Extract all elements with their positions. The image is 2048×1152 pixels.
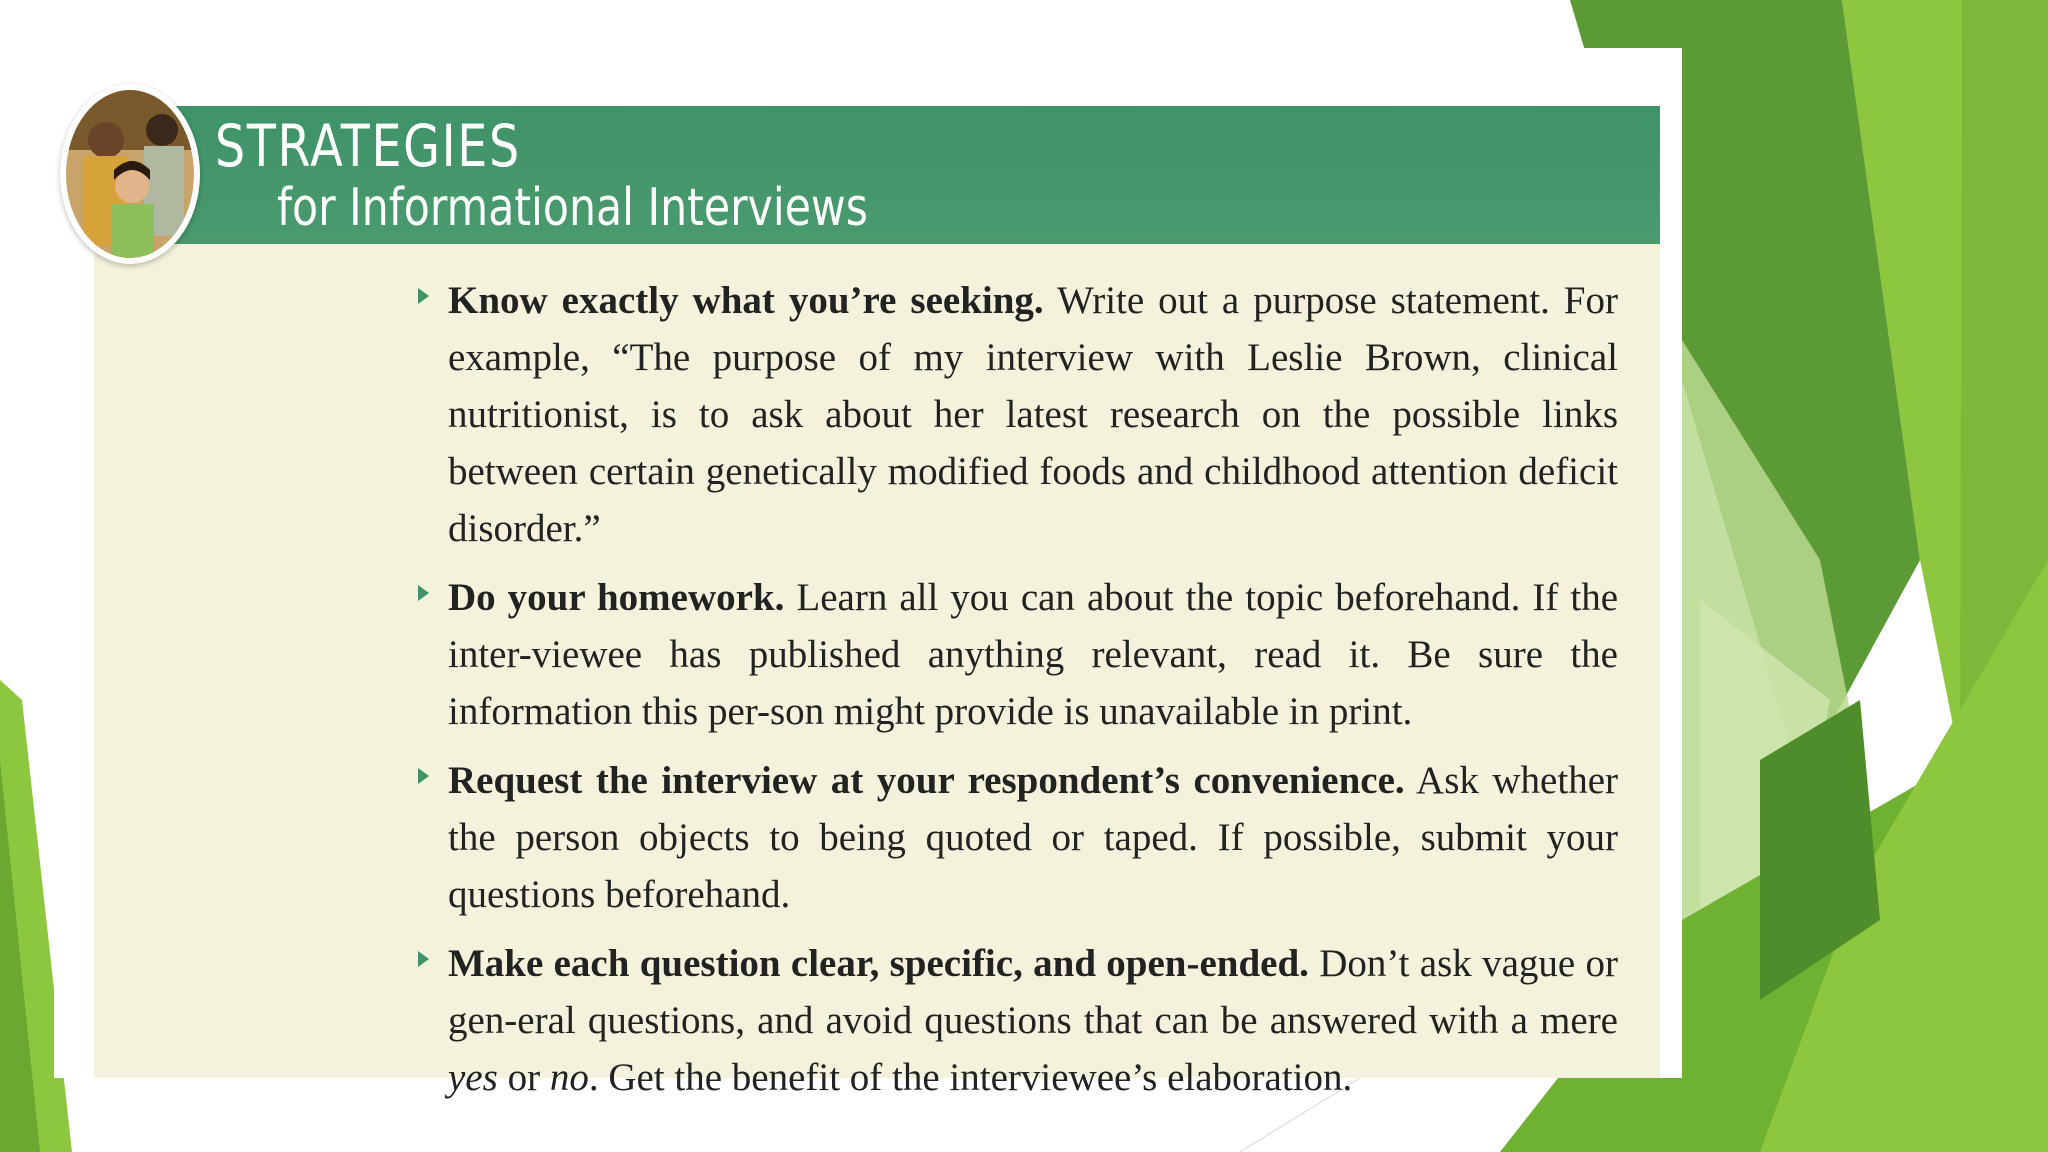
list-item [418, 272, 1618, 557]
list-item [418, 569, 1618, 740]
list-item [418, 752, 1618, 923]
bullet-heading: Request the interview at your respondent’s convenience. [448, 759, 1405, 802]
bullet-text: Learn all you can about the topic beforehand. If the inter-viewee has published anything relevant, read it. Be sure the information this per-son might provide is unavailable in print. [448, 576, 1619, 733]
bullet-heading: Do your homework. [448, 576, 785, 619]
header-title: STRATEGIES [215, 112, 521, 180]
bullet-arrow-icon [418, 768, 429, 784]
bullet-heading: Know exactly what you’re seeking. [448, 279, 1044, 322]
bullet-text-or: or [507, 1056, 541, 1099]
bullet-text: Ask whether the person objects to being quoted or taped. If possible, submit your questions beforehand. [448, 759, 1618, 916]
bullet-arrow-icon [418, 288, 429, 304]
bullet-text: Don’t ask vague or gen-eral questions, and avoid questions that can be answered with a mere [448, 942, 1618, 1042]
strategy-list [418, 272, 1618, 1118]
list-item [418, 935, 1618, 1106]
bullet-arrow-icon [418, 951, 429, 967]
bullet-heading: Make each question clear, specific, and open-ended. [448, 942, 1309, 985]
bullet-text-yes: yes [448, 1056, 498, 1099]
bullet-text-end: . Get the benefit of the interviewee’s elaboration. [588, 1056, 1353, 1099]
header-subtitle: for Informational Interviews [277, 178, 869, 238]
bullet-text: Write out a purpose statement. For example, “The purpose of my interview with Leslie Brown, clinical nutritionist, is to ask about her latest research on the possible links between certain genetically modified foods and childhood attention deficit disorder.” [448, 279, 1618, 550]
bullet-arrow-icon [418, 585, 429, 601]
bullet-text-no: no [549, 1056, 589, 1099]
people-photo [60, 84, 200, 264]
